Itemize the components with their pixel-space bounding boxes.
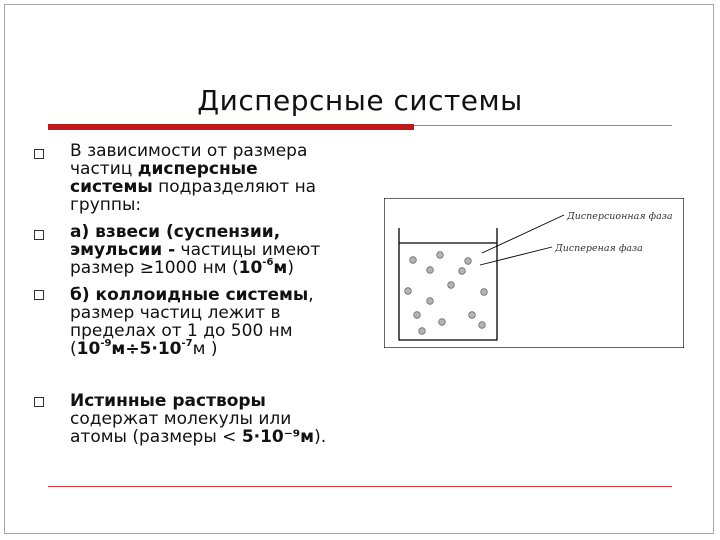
particle xyxy=(448,282,455,289)
text-run: 10 xyxy=(238,258,263,278)
text-line xyxy=(70,196,390,214)
text-run: размер частиц лежит в xyxy=(70,303,281,323)
text-line xyxy=(70,259,390,277)
footer-divider xyxy=(48,486,672,487)
text-run: -7 xyxy=(181,338,193,350)
bullet-marker xyxy=(34,397,44,407)
bullet-marker xyxy=(34,290,44,300)
particle xyxy=(419,328,426,335)
text-run: системы xyxy=(70,177,153,197)
particle xyxy=(427,298,434,305)
particle xyxy=(469,312,476,319)
text-run: частиц xyxy=(70,159,138,179)
text-line xyxy=(70,322,390,340)
text-run: б) коллоидные системы xyxy=(70,285,309,305)
dispersion-illustration xyxy=(384,198,684,348)
bullet-text-classification xyxy=(70,142,390,214)
text-line xyxy=(70,340,390,358)
text-run: размер ≥1000 нм ( xyxy=(70,258,239,278)
particle xyxy=(427,267,434,274)
text-run: м xyxy=(273,258,288,278)
text-run: -9 xyxy=(100,338,112,350)
particle xyxy=(410,257,417,264)
text-line xyxy=(70,142,390,160)
text-line xyxy=(70,410,390,428)
text-run: 5·10⁻⁹м xyxy=(241,427,315,447)
text-run: ). xyxy=(314,427,327,447)
text-line xyxy=(70,286,390,304)
text-run: Истинные растворы xyxy=(70,391,266,411)
text-run: а) взвеси (суспензии, xyxy=(70,222,281,242)
text-line xyxy=(70,223,390,241)
text-run: ( xyxy=(70,339,77,359)
bullet-text-colloids xyxy=(70,286,390,358)
text-run: В зависимости от размера xyxy=(70,141,308,161)
particle xyxy=(459,268,466,275)
text-line xyxy=(70,392,390,410)
particle xyxy=(405,288,412,295)
text-run: -6 xyxy=(262,257,274,269)
text-line xyxy=(70,241,390,259)
particle xyxy=(414,312,421,319)
text-run: подразделяют на xyxy=(152,177,317,197)
label-dispersed-phase: Диспереная фаза xyxy=(555,243,643,254)
text-run: эмульсии - xyxy=(70,240,176,260)
particle xyxy=(465,258,472,265)
particle xyxy=(479,322,486,329)
text-run: , xyxy=(308,285,314,305)
text-run: группы: xyxy=(70,195,142,215)
text-run: атомы (размеры < xyxy=(70,427,242,447)
title-accent-bar xyxy=(48,124,414,130)
text-line xyxy=(70,428,390,446)
bullet-marker xyxy=(34,149,44,159)
text-run: содержат молекулы или xyxy=(70,409,292,429)
text-run: ) xyxy=(287,258,294,278)
text-run: м ) xyxy=(192,339,218,359)
text-run: м÷5·10 xyxy=(111,339,182,359)
text-line xyxy=(70,304,390,322)
label-dispersion-medium: Дисперсионная фаза xyxy=(567,211,673,222)
bullet-text-true-solutions xyxy=(70,392,390,446)
text-run: 10 xyxy=(76,339,101,359)
text-run: частицы имеют xyxy=(175,240,321,260)
bullet-marker xyxy=(34,230,44,240)
particle xyxy=(439,319,446,326)
text-line xyxy=(70,160,390,178)
bullet-text-suspensions xyxy=(70,223,390,277)
text-run: пределах от 1 до 500 нм xyxy=(70,321,293,341)
particle xyxy=(437,252,444,259)
text-line xyxy=(70,178,390,196)
particle xyxy=(481,289,488,296)
text-run: дисперсные xyxy=(137,159,258,179)
slide-title: Дисперсные системы xyxy=(197,84,523,117)
